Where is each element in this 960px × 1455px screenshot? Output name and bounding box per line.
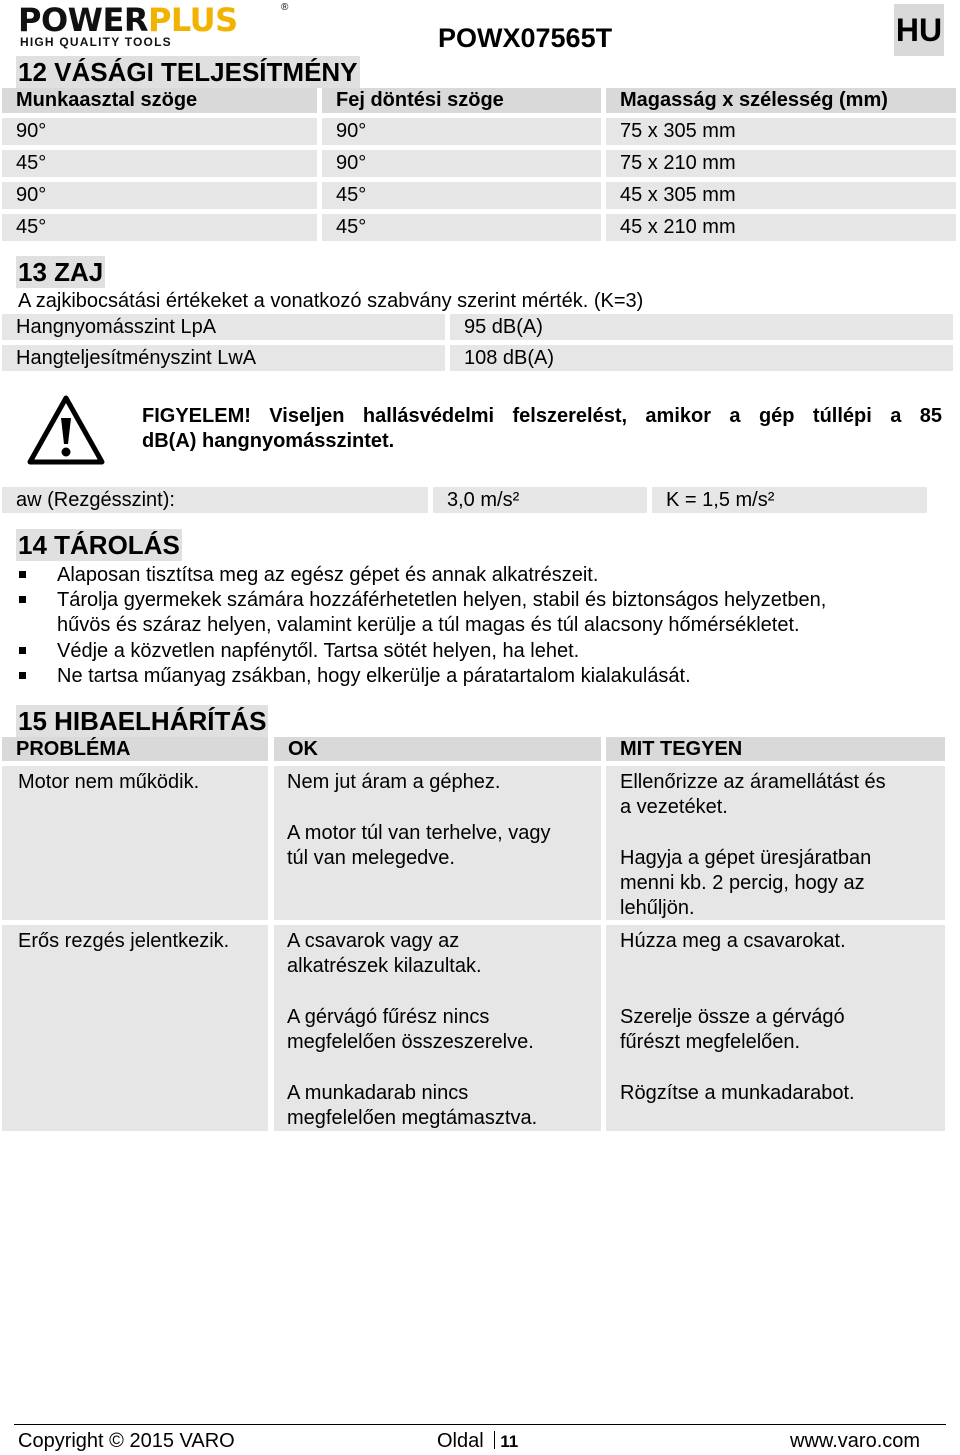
table-cell: 45 x 305 mm (606, 182, 956, 209)
table-header: OK (274, 737, 601, 761)
table-cell: 45° (2, 150, 317, 177)
cause-text: A csavarok vagy az (287, 930, 460, 952)
bullet-icon (19, 596, 26, 603)
section-14-title: 14 TÁROLÁS (18, 530, 180, 560)
page-separator (494, 1431, 495, 1449)
cause-text: túl van melegedve. (287, 847, 455, 869)
fix-text: Hagyja a gépet üresjáratban (620, 847, 872, 869)
bullet-icon (19, 672, 26, 679)
fix-text: Húzza meg a csavarokat. (620, 930, 846, 952)
language-badge: HU (894, 4, 944, 56)
footer-url[interactable]: www.varo.com (790, 1430, 921, 1452)
table-cell: 90° (322, 150, 601, 177)
fix-text: fűrészt megfelelően. (620, 1031, 801, 1053)
logo-wordmark: POWERPLUS (18, 1, 238, 39)
model-number: POWX07565T (438, 23, 613, 53)
table-header: MIT TEGYEN (606, 737, 945, 761)
table-header: Magasság x szélesség (mm) (606, 88, 956, 113)
noise-label: Hangteljesítményszint LwA (2, 345, 445, 371)
section-12-title: 12 VÁSÁGI TELJESÍTMÉNY (18, 57, 358, 87)
noise-value: 95 dB(A) (450, 314, 953, 340)
logo-tagline: HIGH QUALITY TOOLS (20, 35, 172, 49)
table-header: PROBLÉMA (2, 737, 268, 761)
table-cell: 45° (322, 182, 601, 209)
footer-divider (14, 1424, 946, 1425)
bullet-icon (19, 647, 26, 654)
list-item: Ne tartsa műanyag zsákban, hogy elkerülje a páratartalom kialakulását. (57, 665, 691, 687)
warning-text-line2: dB(A) hangnyomásszintet. (142, 430, 395, 452)
list-item: Alaposan tisztítsa meg az egész gépet és annak alkatrészeit. (57, 564, 599, 586)
fix-text: menni kb. 2 percig, hogy az (620, 872, 865, 894)
bullet-icon (19, 571, 26, 578)
cause-text: megfelelően megtámasztva. (287, 1107, 538, 1129)
table-cell: 90° (2, 182, 317, 209)
warning-text-line1: FIGYELEM! Viseljen hallásvédelmi felszerelést, amikor a gép túllépi a 85 (142, 405, 942, 427)
vibration-label: aw (Rezgésszint): (2, 487, 428, 513)
table-cell: 45 x 210 mm (606, 214, 956, 241)
table-row (2, 925, 268, 1131)
table-cell: 90° (322, 118, 601, 145)
list-item-continued: hűvös és száraz helyen, valamint kerülje a túl magas és túl alacsony hőmérsékletet. (57, 614, 800, 636)
table-cell: 75 x 305 mm (606, 118, 956, 145)
page-label: Oldal (437, 1430, 484, 1452)
cause-text: A munkadarab nincs (287, 1082, 469, 1104)
cause-text: A motor túl van terhelve, vagy (287, 822, 551, 844)
noise-value: 108 dB(A) (450, 345, 953, 371)
footer-page (437, 1428, 518, 1455)
fix-text: Rögzítse a munkadarabot. (620, 1082, 855, 1104)
vibration-uncertainty: K = 1,5 m/s² (652, 487, 927, 513)
fix-text: Szerelje össze a gérvágó (620, 1006, 845, 1028)
problem-text: Motor nem működik. (18, 771, 200, 793)
list-item: Tárolja gyermekek számára hozzáférhetetlen helyen, stabil és biztonságos helyzetben, (57, 589, 827, 611)
cause-text: A gérvágó fűrész nincs (287, 1006, 490, 1028)
brand-logo (18, 2, 298, 50)
table-header: Munkaasztal szöge (2, 88, 317, 113)
cause-text: megfelelően összeszerelve. (287, 1031, 534, 1053)
fix-text: a vezetéket. (620, 796, 728, 818)
cause-text: alkatrészek kilazultak. (287, 955, 482, 977)
page-number: 11 (500, 1432, 519, 1451)
noise-label: Hangnyomásszint LpA (2, 314, 445, 340)
warning-triangle-icon (26, 394, 106, 466)
table-cell: 90° (2, 118, 317, 145)
vibration-value: 3,0 m/s² (433, 487, 647, 513)
logo-registered-mark: ® (281, 2, 289, 13)
problem-text: Erős rezgés jelentkezik. (18, 930, 230, 952)
cause-text: Nem jut áram a géphez. (287, 771, 501, 793)
footer-copyright: Copyright © 2015 VARO (18, 1430, 235, 1452)
fix-text: lehűljön. (620, 897, 695, 919)
table-header: Fej döntési szöge (322, 88, 601, 113)
table-cell: 45° (322, 214, 601, 241)
section-15-title: 15 HIBAELHÁRÍTÁS (18, 706, 267, 736)
table-cell: 75 x 210 mm (606, 150, 956, 177)
fix-text: Ellenőrizze az áramellátást és (620, 771, 886, 793)
table-cell: 45° (2, 214, 317, 241)
noise-intro: A zajkibocsátási értékeket a vonatkozó szabvány szerint mérték. (K=3) (18, 290, 644, 312)
list-item: Védje a közvetlen napfénytől. Tartsa sötét helyen, ha lehet. (57, 640, 580, 662)
section-13-title: 13 ZAJ (18, 257, 104, 287)
